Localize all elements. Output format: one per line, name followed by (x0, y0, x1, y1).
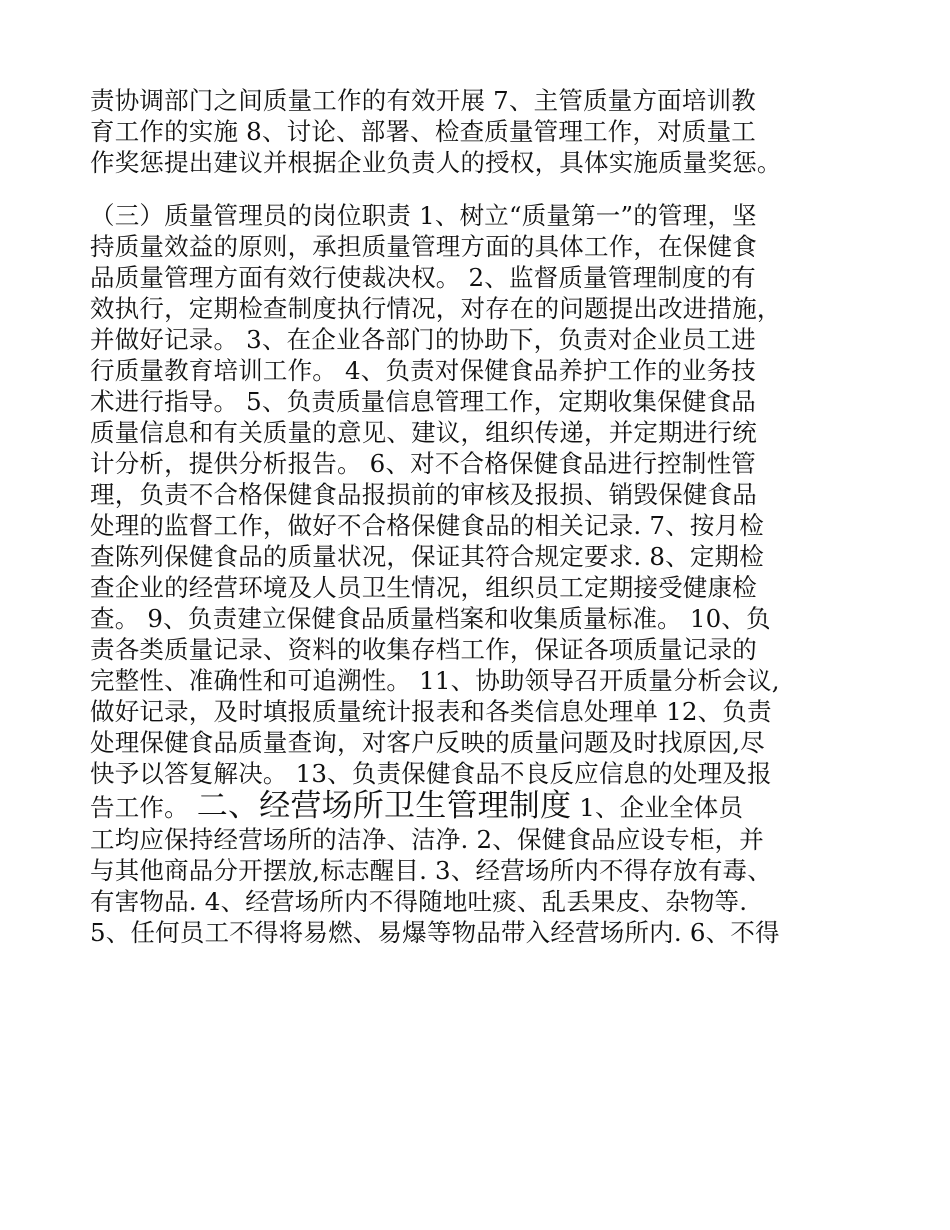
text-line: 完整性、准确性和可追溯性。 11、协助领导召开质量分析会议, (90, 666, 780, 695)
text-line: 工均应保持经营场所的洁净、洁净. 2、保健食品应设专柜，并 (90, 825, 764, 854)
text-line: 处理保健食品质量查询，对客户反映的质量问题及时找原因,尽 (90, 728, 765, 757)
text-line: 育工作的实施 8、讨论、部署、检查质量管理工作，对质量工 (90, 117, 756, 146)
text-line: 品质量管理方面有效行使裁决权。 2、监督质量管理制度的有 (90, 263, 756, 292)
text-line: 术进行指导。 5、负责质量信息管理工作，定期收集保健食品 (90, 387, 756, 416)
text-line: 持质量效益的原则，承担质量管理方面的具体工作，在保健食 (90, 232, 757, 261)
text-line: 效执行，定期检查制度执行情况，对存在的问题提出改进措施， (90, 294, 782, 323)
text-line: 计分析，提供分析报告。 6、对不合格保健食品进行控制性管 (90, 449, 756, 478)
text-line: 做好记录，及时填报质量统计报表和各类信息处理单 12、负责 (90, 697, 772, 726)
text-line: 查。 9、负责建立保健食品质量档案和收集质量标准。 10、负 (90, 604, 771, 633)
text-line: 并做好记录。 3、在企业各部门的协助下，负责对企业员工进 (90, 325, 756, 354)
text-line: （三）质量管理员的岗位职责 1、树立“质量第一”的管理，坚 (90, 201, 757, 230)
text-line: 质量信息和有关质量的意见、建议，组织传递，并定期进行统 (90, 418, 757, 447)
paragraph-1 (90, 85, 860, 178)
paragraph-2 (90, 200, 860, 789)
text-line: 有害物品. 4、经营场所内不得随地吐痰、乱丢果皮、杂物等. (90, 887, 748, 916)
document-page (90, 85, 860, 948)
text-line: 快予以答复解决。 13、负责保健食品不良反应信息的处理及报 (90, 759, 772, 788)
paragraph-3 (90, 824, 860, 948)
text-line: 5、任何员工不得将易燃、易爆等物品带入经营场所内. 6、不得 (90, 918, 780, 947)
text-line: 责各类质量记录、资料的收集存档工作，保证各项质量记录的 (90, 635, 757, 664)
text-line: 理，负责不合格保健食品报损前的审核及报损、销毁保健食品 (90, 480, 757, 509)
section-heading: 二、经营场所卫生管理制度 (196, 788, 572, 824)
text-fragment: 1、企业全体员 (571, 793, 744, 822)
text-line: 处理的监督工作，做好不合格保健食品的相关记录. 7、按月检 (90, 511, 764, 540)
text-line: 查陈列保健食品的质量状况，保证其符合规定要求. 8、定期检 (90, 542, 764, 571)
text-line: 行质量教育培训工作。 4、负责对保健食品养护工作的业务技 (90, 356, 756, 385)
text-line: 作奖惩提出建议并根据企业负责人的授权，具体实施质量奖惩。 (90, 148, 782, 177)
text-line: 与其他商品分开摆放,标志醒目. 3、经营场所内不得存放有毒、 (90, 856, 772, 885)
heading-line (90, 789, 860, 824)
paragraph-gap (90, 178, 860, 200)
text-fragment: 告工作。 (90, 793, 197, 822)
text-line: 责协调部门之间质量工作的有效开展 7、主管质量方面培训教 (90, 86, 756, 115)
text-line: 查企业的经营环境及人员卫生情况，组织员工定期接受健康检 (90, 573, 757, 602)
